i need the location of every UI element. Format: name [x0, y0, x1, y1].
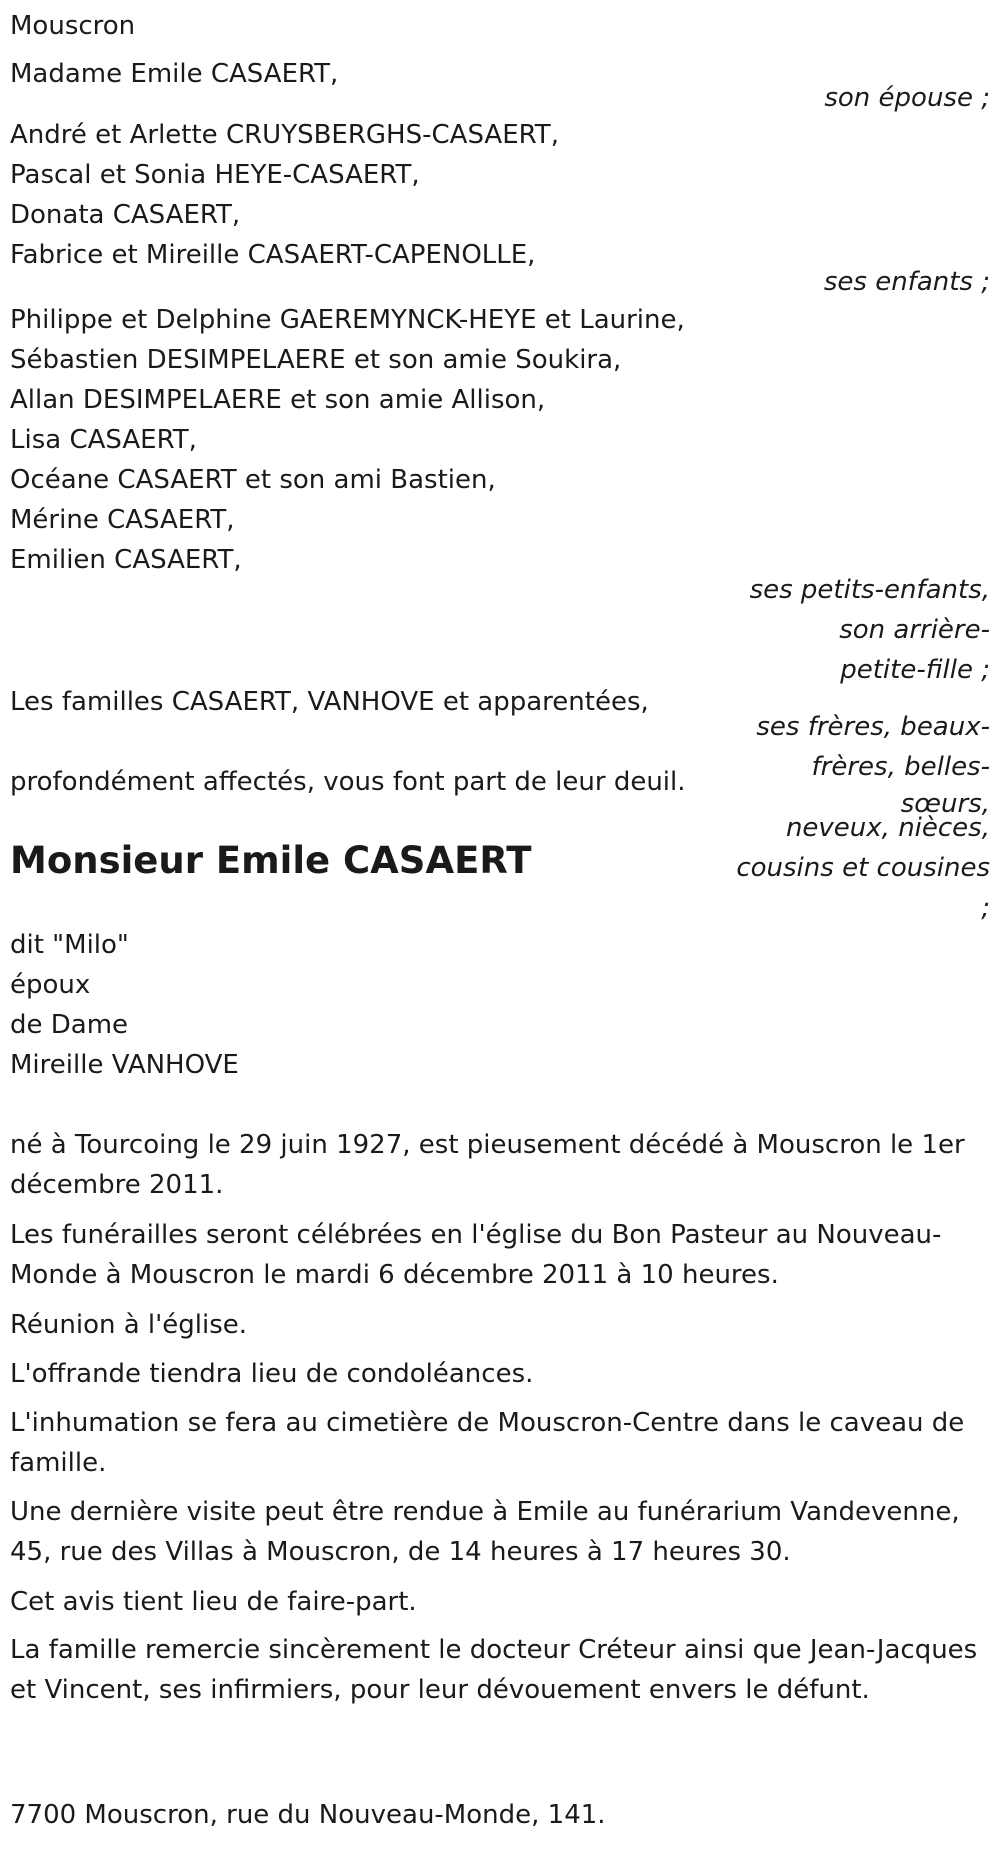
- grandchild-name: Philippe et Delphine GAEREMYNCK-HEYE et Laurine,: [10, 305, 685, 335]
- families-role: frères, belles-: [811, 752, 990, 782]
- grandchildren-role: ses petits-enfants,: [749, 575, 990, 605]
- grandchild-name: Emilien CASAERT,: [10, 545, 242, 575]
- announcement-text: profondément affectés, vous font part de leur deuil.: [10, 767, 686, 797]
- funeral-paragraph: Les funérailles seront célébrées en l'église du Bon Pasteur au Nouveau-Monde à Mouscron le mardi 6 décembre 2011 à 10 heures.: [10, 1220, 942, 1290]
- child-name: Pascal et Sonia HEYE-CASAERT,: [10, 160, 420, 190]
- child-name: Donata CASAERT,: [10, 200, 241, 230]
- birth-death-paragraph: né à Tourcoing le 29 juin 1927, est pieusement décédé à Mouscron le 1er décembre 2011.: [10, 1130, 965, 1200]
- child-name: André et Arlette CRUYSBERGHS-CASAERT,: [10, 120, 559, 150]
- deceased-name: Monsieur Emile CASAERT: [10, 839, 532, 882]
- families-role: sœurs,: [900, 789, 990, 819]
- spouse-role: son épouse ;: [824, 83, 990, 113]
- deceased-detail: époux: [10, 970, 91, 1000]
- notice-paragraph: Cet avis tient lieu de faire-part.: [10, 1587, 417, 1617]
- grandchildren-role: son arrière-: [839, 615, 990, 645]
- child-name: Fabrice et Mireille CASAERT-CAPENOLLE,: [10, 240, 536, 270]
- families-role: ses frères, beaux-: [756, 712, 990, 742]
- grandchild-name: Lisa CASAERT,: [10, 425, 197, 455]
- families-name: Les familles CASAERT, VANHOVE et apparentées,: [10, 687, 649, 717]
- families-role: ;: [981, 893, 990, 923]
- grandchild-name: Sébastien DESIMPELAERE et son amie Soukira,: [10, 345, 622, 375]
- children-role: ses enfants ;: [823, 267, 990, 297]
- grandchildren-role: petite-fille ;: [840, 655, 990, 685]
- reunion-paragraph: Réunion à l'église.: [10, 1310, 248, 1340]
- families-role: cousins et cousines: [736, 853, 990, 883]
- families-role: neveux, nièces,: [785, 813, 990, 843]
- offering-paragraph: L'offrande tiendra lieu de condoléances.: [10, 1359, 534, 1389]
- deceased-detail: de Dame: [10, 1010, 129, 1040]
- spouse-name: Madame Emile CASAERT,: [10, 59, 339, 89]
- grandchild-name: Allan DESIMPELAERE et son amie Allison,: [10, 385, 546, 415]
- address-line: 7700 Mouscron, rue du Nouveau-Monde, 141.: [10, 1800, 606, 1830]
- visit-paragraph: Une dernière visite peut être rendue à Emile au funérarium Vandevenne, 45, rue des Villas à Mouscron, de 14 heures à 17 heures 30.: [10, 1497, 960, 1567]
- thanks-paragraph: La famille remercie sincèrement le docteur Créteur ainsi que Jean-Jacques et Vincent, ses infirmiers, pour leur dévouement envers le défunt.: [10, 1635, 978, 1705]
- deceased-detail: Mireille VANHOVE: [10, 1050, 239, 1080]
- grandchild-name: Mérine CASAERT,: [10, 505, 235, 535]
- location-heading: Mouscron: [10, 11, 136, 41]
- deceased-detail: dit "Milo": [10, 930, 129, 960]
- burial-paragraph: L'inhumation se fera au cimetière de Mouscron-Centre dans le caveau de famille.: [10, 1408, 965, 1478]
- grandchild-name: Océane CASAERT et son ami Bastien,: [10, 465, 496, 495]
